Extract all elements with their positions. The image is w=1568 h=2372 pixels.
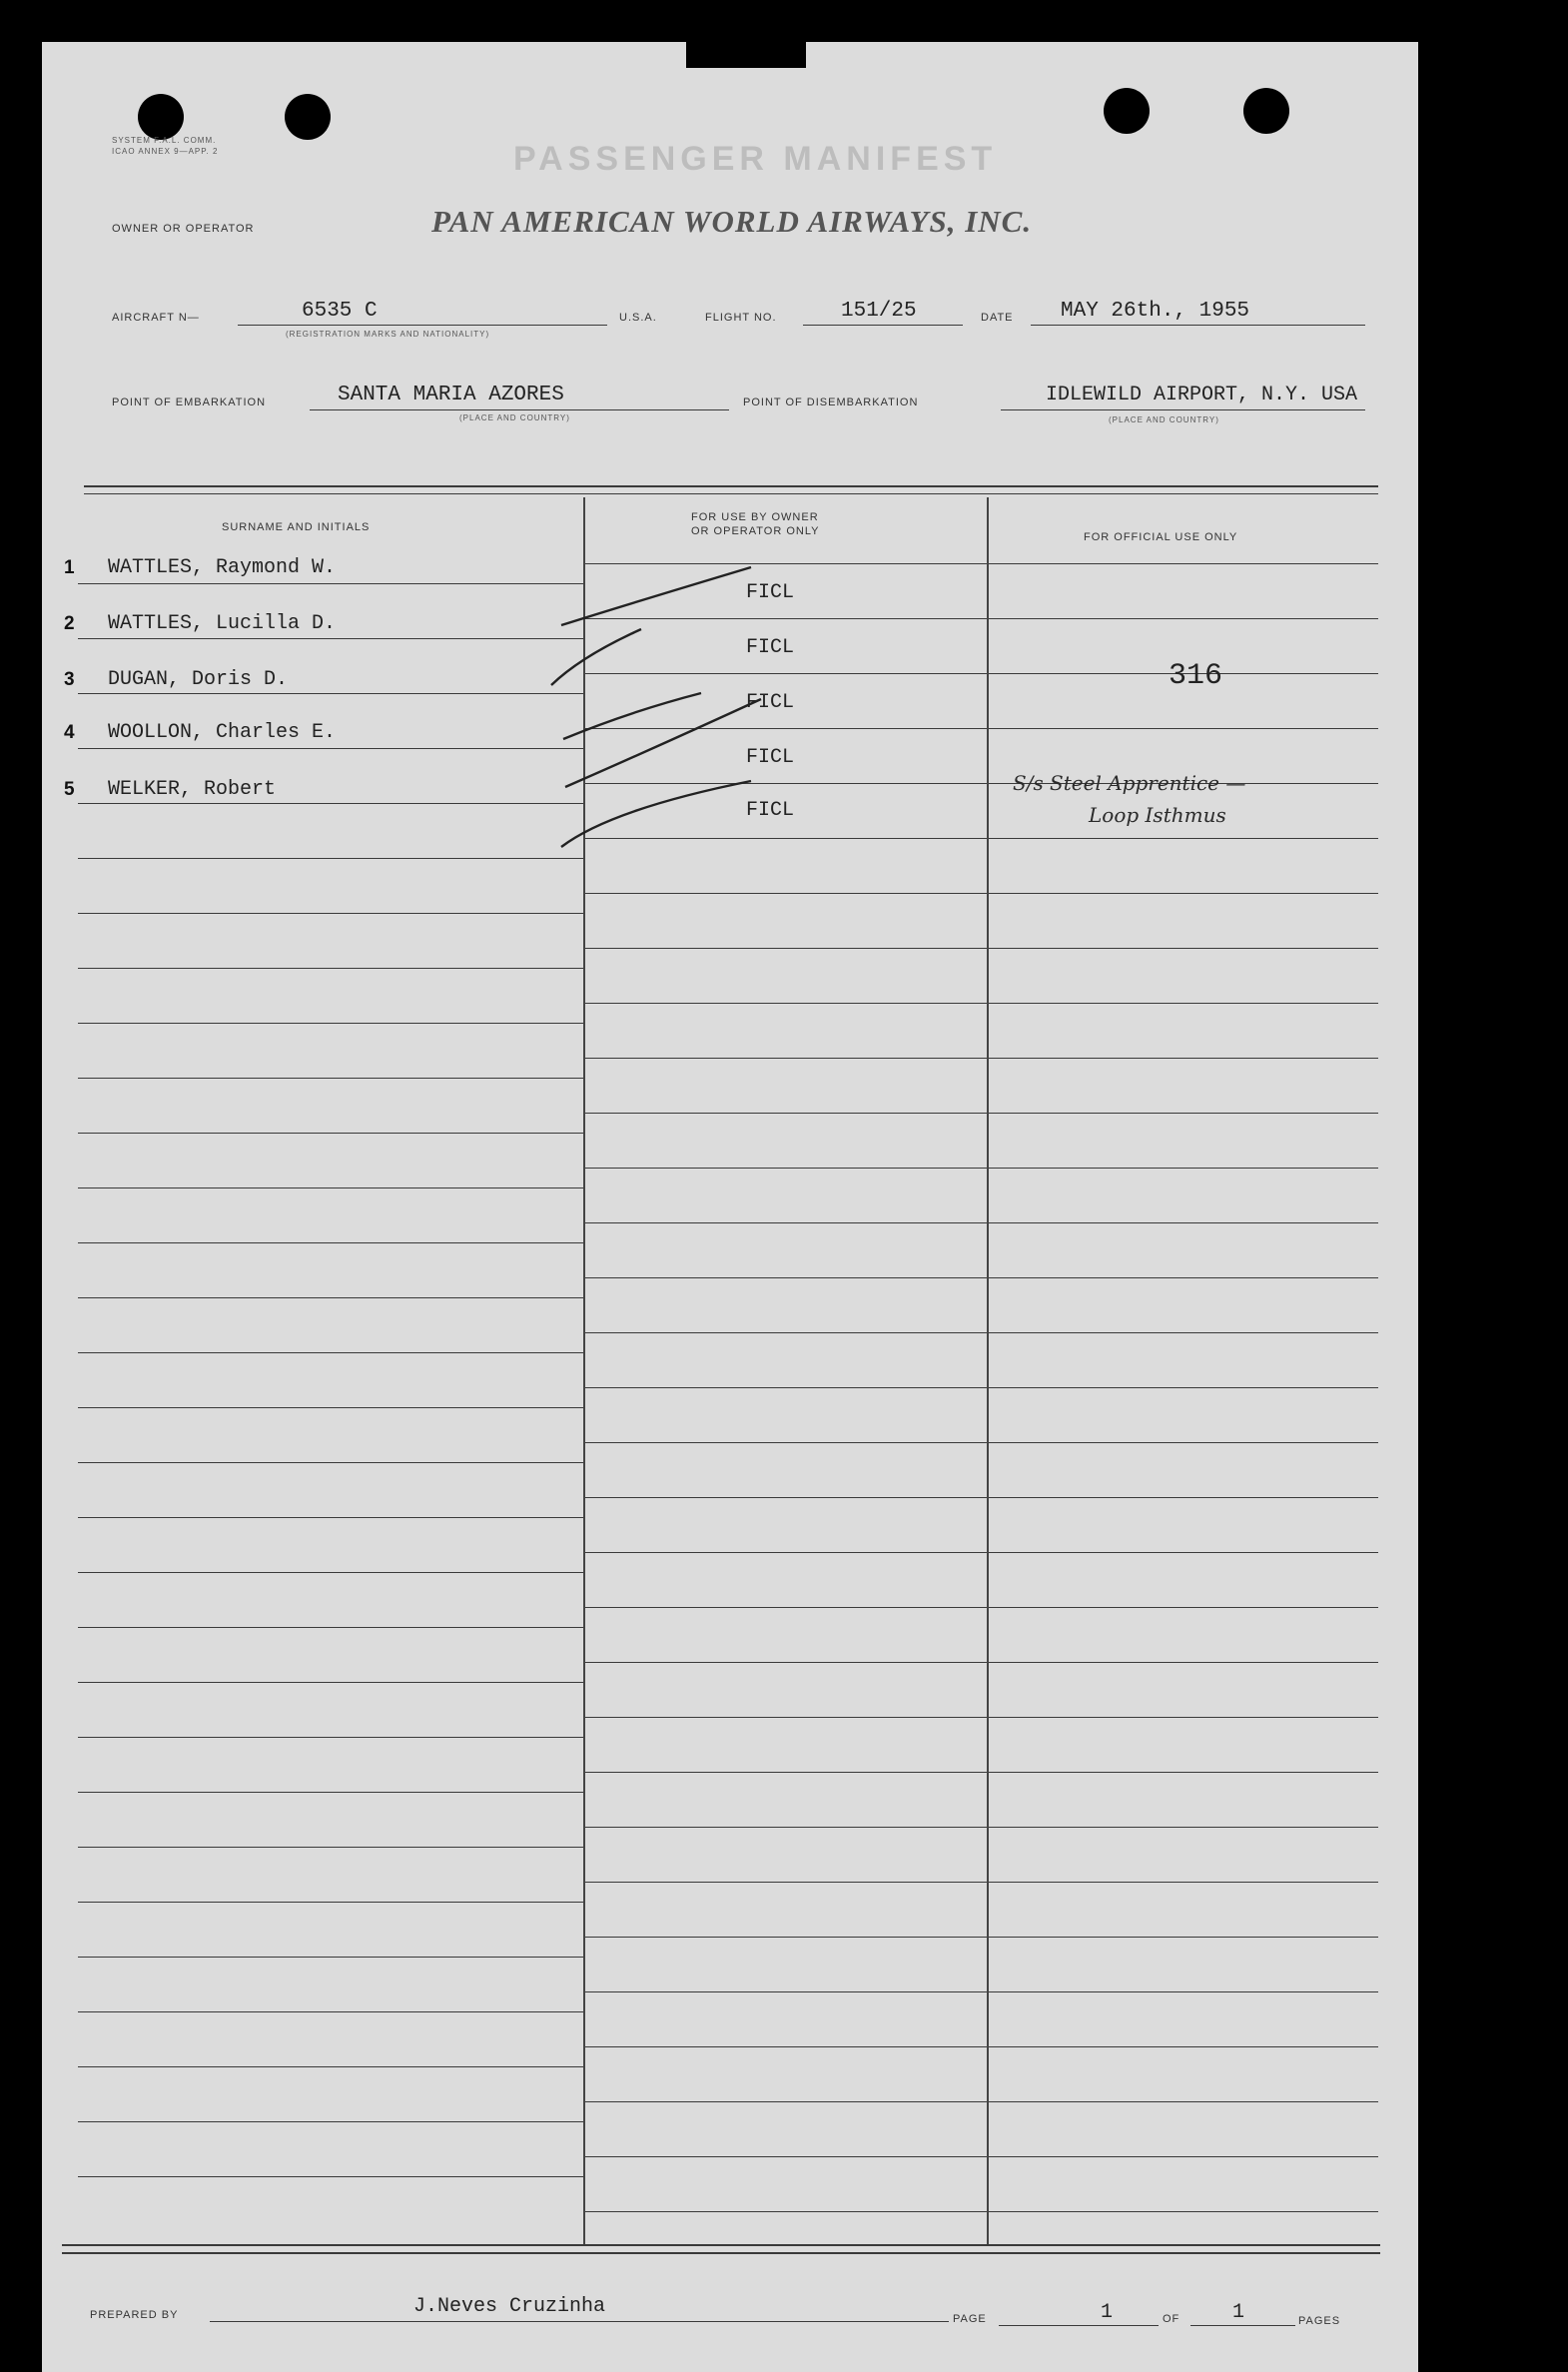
ruled-line — [585, 1991, 987, 1992]
aircraft-underline — [238, 325, 607, 326]
page-title: PASSENGER MANIFEST — [513, 140, 998, 178]
ruled-line — [78, 1462, 583, 1463]
check-strokes — [541, 541, 801, 861]
usa-label: U.S.A. — [619, 312, 657, 324]
ruled-line — [78, 1407, 583, 1408]
ruled-line — [989, 1497, 1378, 1498]
ruled-line — [585, 2156, 987, 2157]
ruled-line — [78, 1957, 583, 1958]
table-top-rule — [84, 493, 1378, 494]
flight-underline — [803, 325, 963, 326]
ruled-line — [78, 913, 583, 914]
embark-label: POINT OF EMBARKATION — [112, 396, 267, 408]
ruled-line — [989, 563, 1378, 564]
ruled-line — [585, 1772, 987, 1773]
row-number: 3 — [64, 669, 75, 690]
owner-value: PAN AMERICAN WORLD AIRWAYS, INC. — [431, 204, 1033, 239]
ruled-line — [78, 803, 583, 804]
ruled-line — [585, 1003, 987, 1004]
ruled-line — [78, 1352, 583, 1353]
punch-hole — [285, 94, 331, 140]
stamp-line-1: SYSTEM F.A.L. COMM. — [112, 136, 217, 145]
ruled-line — [585, 1442, 987, 1443]
disembark-underline — [1001, 409, 1365, 410]
aircraft-value: 6535 C — [302, 300, 378, 323]
ruled-line — [989, 728, 1378, 729]
owner-code: FICL — [746, 691, 795, 714]
ruled-line — [78, 748, 583, 749]
table-top-rule — [84, 485, 1378, 487]
column-header-official: FOR OFFICIAL USE ONLY — [1084, 531, 1238, 543]
official-note: Loop Isthmus — [1089, 803, 1226, 827]
ruled-line — [989, 1937, 1378, 1938]
official-note: S/s Steel Apprentice — — [1013, 771, 1246, 795]
owner-label: OWNER OR OPERATOR — [112, 223, 255, 235]
date-label: DATE — [981, 312, 1014, 324]
row-number: 4 — [64, 722, 75, 743]
passenger-name: WELKER, Robert — [108, 778, 277, 801]
ruled-line — [78, 1297, 583, 1298]
ruled-line — [585, 1662, 987, 1663]
ruled-line — [585, 948, 987, 949]
owner-code: FICL — [746, 746, 795, 769]
ruled-line — [78, 2176, 583, 2177]
passenger-name: WOOLLON, Charles E. — [108, 721, 337, 744]
page-label: PAGE — [953, 2313, 987, 2325]
ruled-line — [585, 1882, 987, 1883]
ruled-line — [585, 1607, 987, 1608]
ruled-line — [585, 1937, 987, 1938]
row-number: 1 — [64, 557, 75, 578]
flight-value: 151/25 — [841, 300, 917, 323]
ruled-line — [585, 1222, 987, 1223]
of-underline — [1190, 2325, 1295, 2326]
ruled-line — [78, 638, 583, 639]
ruled-line — [78, 583, 583, 584]
ruled-line — [78, 693, 583, 694]
ruled-line — [989, 838, 1378, 839]
owner-code: FICL — [746, 799, 795, 822]
row-number: 2 — [64, 613, 75, 634]
column-header-surname: SURNAME AND INITIALS — [222, 521, 371, 533]
ruled-line — [989, 618, 1378, 619]
ruled-line — [585, 1113, 987, 1114]
ruled-line — [78, 1682, 583, 1683]
passenger-name: WATTLES, Lucilla D. — [108, 612, 337, 635]
prepared-label: PREPARED BY — [90, 2309, 179, 2321]
ruled-line — [989, 2211, 1378, 2212]
ruled-line — [78, 1187, 583, 1188]
column-header-owner-use: OR OPERATOR ONLY — [691, 525, 820, 537]
ruled-line — [989, 1332, 1378, 1333]
disembark-sublabel: (PLACE AND COUNTRY) — [1109, 415, 1219, 424]
ruled-line — [585, 1827, 987, 1828]
disembark-label: POINT OF DISEMBARKATION — [743, 396, 919, 408]
punch-hole — [138, 94, 184, 140]
ruled-line — [78, 1627, 583, 1628]
date-value: MAY 26th., 1955 — [1061, 300, 1250, 323]
ruled-line — [989, 2156, 1378, 2157]
ruled-line — [989, 1662, 1378, 1663]
ruled-line — [585, 2211, 987, 2212]
binder-tab — [686, 42, 806, 68]
ruled-line — [78, 1792, 583, 1793]
ruled-line — [989, 1991, 1378, 1992]
ruled-line — [989, 1277, 1378, 1278]
ruled-line — [585, 1332, 987, 1333]
ruled-line — [989, 1607, 1378, 1608]
prepared-underline — [210, 2321, 949, 2322]
official-number: 316 — [1169, 659, 1223, 693]
passenger-name: WATTLES, Raymond W. — [108, 556, 337, 579]
ruled-line — [78, 1242, 583, 1243]
ruled-line — [989, 948, 1378, 949]
page-value: 1 — [1101, 2301, 1114, 2324]
ruled-line — [585, 1277, 987, 1278]
ruled-line — [989, 2101, 1378, 2102]
of-label: OF — [1163, 2313, 1180, 2325]
ruled-line — [585, 893, 987, 894]
page-underline — [999, 2325, 1159, 2326]
ruled-line — [78, 1133, 583, 1134]
ruled-line — [585, 1497, 987, 1498]
table-bottom-rule — [62, 2244, 1380, 2246]
ruled-line — [989, 1717, 1378, 1718]
ruled-line — [585, 1717, 987, 1718]
punch-hole — [1104, 88, 1150, 134]
ruled-line — [989, 1222, 1378, 1223]
ruled-line — [585, 1168, 987, 1169]
ruled-line — [78, 1902, 583, 1903]
ruled-line — [585, 1552, 987, 1553]
row-number: 5 — [64, 779, 75, 800]
table-bottom-rule — [62, 2252, 1380, 2254]
ruled-line — [78, 1517, 583, 1518]
ruled-line — [989, 1827, 1378, 1828]
ruled-line — [78, 1078, 583, 1079]
aircraft-label: AIRCRAFT N— — [112, 312, 200, 324]
ruled-line — [78, 1572, 583, 1573]
ruled-line — [989, 1552, 1378, 1553]
ruled-line — [989, 2046, 1378, 2047]
ruled-line — [78, 2066, 583, 2067]
ruled-line — [585, 2101, 987, 2102]
pages-label: PAGES — [1298, 2315, 1341, 2327]
ruled-line — [989, 1387, 1378, 1388]
of-value: 1 — [1232, 2301, 1245, 2324]
ruled-line — [989, 1168, 1378, 1169]
date-underline — [1031, 325, 1365, 326]
ruled-line — [989, 1772, 1378, 1773]
ruled-line — [78, 1023, 583, 1024]
ruled-line — [989, 1058, 1378, 1059]
punch-hole — [1243, 88, 1289, 134]
embark-underline — [310, 409, 729, 410]
embark-sublabel: (PLACE AND COUNTRY) — [459, 413, 570, 422]
owner-code: FICL — [746, 636, 795, 659]
ruled-line — [585, 1058, 987, 1059]
prepared-value: J.Neves Cruzinha — [413, 2295, 606, 2318]
disembark-value: IDLEWILD AIRPORT, N.Y. USA — [1046, 384, 1358, 406]
passenger-name: DUGAN, Doris D. — [108, 668, 289, 691]
ruled-line — [78, 2121, 583, 2122]
ruled-line — [989, 1003, 1378, 1004]
ruled-line — [78, 1737, 583, 1738]
ruled-line — [585, 1387, 987, 1388]
ruled-line — [989, 893, 1378, 894]
column-divider — [987, 497, 989, 2245]
ruled-line — [989, 1882, 1378, 1883]
ruled-line — [989, 1113, 1378, 1114]
ruled-line — [585, 2046, 987, 2047]
ruled-line — [78, 1847, 583, 1848]
manifest-sheet — [42, 42, 1418, 2372]
stamp-line-2: ICAO ANNEX 9—APP. 2 — [112, 147, 219, 156]
ruled-line — [989, 1442, 1378, 1443]
embark-value: SANTA MARIA AZORES — [338, 384, 564, 406]
ruled-line — [78, 858, 583, 859]
column-header-owner-use: FOR USE BY OWNER — [691, 511, 819, 523]
ruled-line — [78, 968, 583, 969]
ruled-line — [78, 2011, 583, 2012]
aircraft-sublabel: (REGISTRATION MARKS AND NATIONALITY) — [286, 330, 490, 339]
flight-label: FLIGHT NO. — [705, 312, 777, 324]
owner-code: FICL — [746, 581, 795, 604]
